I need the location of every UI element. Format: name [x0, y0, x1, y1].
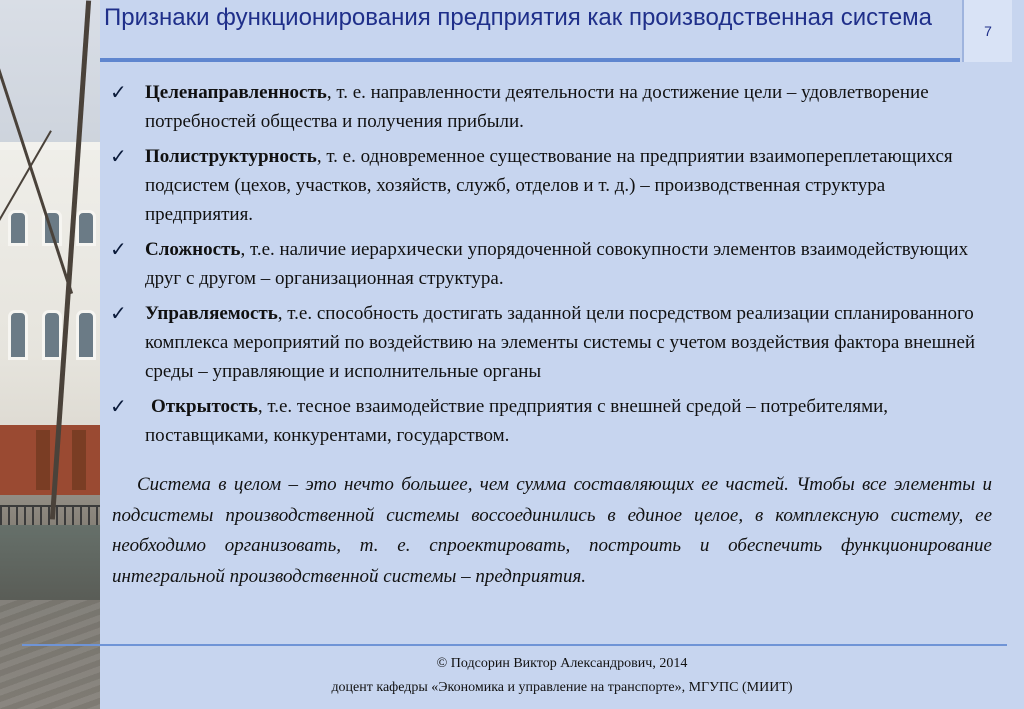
slide-title: Признаки функционирования предприятия как производственная система	[104, 4, 933, 31]
list-item	[110, 78, 990, 136]
item-text: , т.е. наличие иерархически упорядоченной совокупности элементов взаимодействующих друг с другом – организационная структура.	[145, 239, 969, 289]
footer-divider	[22, 644, 1007, 646]
check-icon: ✓	[110, 144, 127, 168]
list-item	[110, 299, 990, 386]
footer-affiliation: доцент кафедры «Экономика и управление на транспорте», МГУПС (МИИТ)	[331, 680, 793, 695]
list-item	[110, 392, 990, 450]
title-underline	[100, 58, 960, 62]
list-item	[110, 235, 990, 293]
summary-paragraph: Система в целом – это нечто большее, чем сумма составляющих ее частей. Чтобы все элементы и подсистемы производственной системы воссоединились в единое целое, в комплексную систему, ее необходимо организовать, т. е. спроектировать, построить и обеспечить функционирование интегральной производственной системы – предприятия.	[112, 474, 992, 587]
check-icon: ✓	[110, 394, 127, 418]
item-text: , т. е. одновременное существование на предприятии взаимопереплетающихся подсистем (цехов, участков, хозяйств, служб, отделов и т. д.) – производственная структура предприятия.	[145, 146, 953, 225]
background-photo	[0, 0, 100, 709]
footer	[100, 652, 1024, 700]
item-text: , т.е. способность достигать заданной цели посредством реализации спланированного комплекса мероприятий по воздействию на элементы системы с учетом воздействия фактора внешней среды – управляющие и исполнительные органы	[145, 303, 976, 382]
features-list	[110, 78, 990, 456]
item-term: Открытость	[151, 396, 258, 417]
item-term: Сложность	[145, 239, 241, 260]
item-term: Управляемость	[145, 303, 278, 324]
page-number: 7	[962, 0, 1012, 62]
item-text: , т.е. тесное взаимодействие предприятия с внешней средой – потребителями, поставщиками, конкурентами, государством.	[145, 396, 889, 446]
check-icon: ✓	[110, 80, 127, 104]
item-term: Целенаправленность	[145, 82, 327, 103]
footer-copyright: © Подсорин Виктор Александрович, 2014	[436, 656, 688, 671]
list-item	[110, 142, 990, 229]
check-icon: ✓	[110, 301, 127, 325]
check-icon: ✓	[110, 237, 127, 261]
item-term: Полиструктурность	[145, 146, 317, 167]
item-text: , т. е. направленности деятельности на достижение цели – удовлетворение потребностей общества и получения прибыли.	[145, 82, 929, 132]
